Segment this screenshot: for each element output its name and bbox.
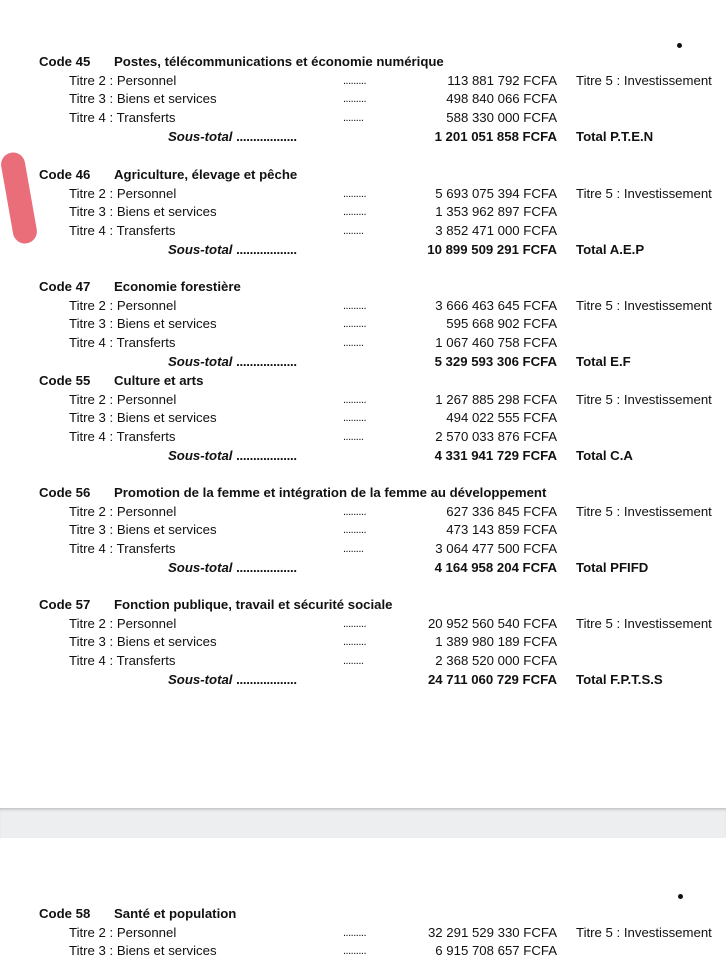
page-break xyxy=(0,808,726,838)
line-item xyxy=(0,222,726,241)
item-label: Titre 2 : Personnel xyxy=(69,503,177,519)
item-amount: 2 570 033 876 FCFA xyxy=(435,429,557,445)
item-label: Titre 3 : Biens et services xyxy=(69,634,217,650)
item-label: Titre 2 : Personnel xyxy=(69,391,177,407)
titre5-label: Titre 5 : Investissement xyxy=(576,72,712,88)
item-label: Titre 4 : Transferts xyxy=(69,541,176,557)
line-item xyxy=(0,185,726,204)
section-header xyxy=(0,166,726,185)
subtotal-row xyxy=(0,128,726,147)
item-amount: 5 693 075 394 FCFA xyxy=(435,185,557,201)
dot-leader: ......... xyxy=(343,206,367,219)
dot-leader: ......... xyxy=(343,393,367,406)
titre5-label: Titre 5 : Investissement xyxy=(576,924,712,940)
subtotal-amount: 4 164 958 204 FCFA xyxy=(434,559,557,575)
code-number: Code 57 xyxy=(39,597,91,612)
code-title: Fonction publique, travail et sécurité sociale xyxy=(114,597,393,612)
budget-section-code-45 xyxy=(0,53,726,146)
subtotal-leader: .................. xyxy=(236,241,297,257)
subtotal-row xyxy=(0,241,726,260)
dot-leader: ........ xyxy=(343,431,364,444)
item-label: Titre 3 : Biens et services xyxy=(69,204,217,220)
dot-leader: ......... xyxy=(343,74,367,87)
line-item xyxy=(0,90,726,109)
item-label: Titre 4 : Transferts xyxy=(69,335,176,351)
subtotal-row xyxy=(0,559,726,578)
total-label: Total P.T.E.N xyxy=(576,128,654,144)
subtotal-amount: 10 899 509 291 FCFA xyxy=(427,241,557,257)
item-amount: 113 881 792 FCFA xyxy=(447,72,557,88)
subtotal-amount: 5 329 593 306 FCFA xyxy=(434,353,557,369)
item-amount: 494 022 555 FCFA xyxy=(446,410,557,426)
dot-leader: ......... xyxy=(343,187,367,200)
code-number: Code 56 xyxy=(39,485,91,500)
subtotal-row xyxy=(0,671,726,690)
item-label: Titre 4 : Transferts xyxy=(69,429,176,445)
item-label: Titre 4 : Transferts xyxy=(69,223,176,239)
subtotal-row xyxy=(0,353,726,372)
code-title: Promotion de la femme et intégration de la femme au développement xyxy=(114,485,547,500)
subtotal-amount: 1 201 051 858 FCFA xyxy=(434,128,557,144)
dot-leader: ........ xyxy=(343,337,364,350)
subtotal-label xyxy=(168,559,297,578)
subtotal-leader: .................. xyxy=(236,559,297,575)
code-title: Economie forestière xyxy=(114,279,241,294)
line-item xyxy=(0,615,726,634)
subtotal-text: Sous-total xyxy=(168,447,233,463)
dot-leader: ......... xyxy=(343,299,367,312)
line-item xyxy=(0,109,726,128)
item-amount: 2 368 520 000 FCFA xyxy=(435,653,557,669)
total-label: Total C.A xyxy=(576,447,633,463)
item-amount: 588 330 000 FCFA xyxy=(446,110,557,126)
subtotal-leader: .................. xyxy=(236,353,297,369)
code-title: Agriculture, élevage et pêche xyxy=(114,167,298,182)
line-item xyxy=(0,72,726,91)
code-title: Santé et population xyxy=(114,906,237,921)
titre5-label: Titre 5 : Investissement xyxy=(576,615,712,631)
subtotal-label xyxy=(168,353,297,372)
item-amount: 1 353 962 897 FCFA xyxy=(435,204,557,220)
section-header xyxy=(0,484,726,503)
dot-leader: ......... xyxy=(343,926,367,939)
total-label: Total E.F xyxy=(576,353,631,369)
item-amount: 1 067 460 758 FCFA xyxy=(435,335,557,351)
item-amount: 20 952 560 540 FCFA xyxy=(427,615,557,631)
dot-leader: ........ xyxy=(343,543,364,556)
dot-leader: ......... xyxy=(343,636,367,649)
titre5-label: Titre 5 : Investissement xyxy=(576,185,712,201)
subtotal-leader: .................. xyxy=(236,447,297,463)
budget-section-code-57 xyxy=(0,596,726,689)
code-number: Code 46 xyxy=(39,167,91,182)
line-item xyxy=(0,409,726,428)
section-header xyxy=(0,53,726,72)
subtotal-text: Sous-total xyxy=(168,671,233,687)
budget-section-code-55 xyxy=(0,372,726,465)
item-amount: 6 915 708 657 FCFA xyxy=(435,943,557,959)
titre5-label: Titre 5 : Investissement xyxy=(576,297,712,313)
subtotal-amount: 4 331 941 729 FCFA xyxy=(434,447,557,463)
section-header xyxy=(0,905,726,924)
item-amount: 3 064 477 500 FCFA xyxy=(435,541,557,557)
subtotal-row xyxy=(0,447,726,466)
subtotal-text: Sous-total xyxy=(168,128,233,144)
subtotal-text: Sous-total xyxy=(168,353,233,369)
subtotal-text: Sous-total xyxy=(168,241,233,257)
subtotal-amount: 24 711 060 729 FCFA xyxy=(427,671,557,687)
subtotal-leader: .................. xyxy=(236,128,297,144)
item-label: Titre 4 : Transferts xyxy=(69,110,176,126)
item-label: Titre 2 : Personnel xyxy=(69,72,177,88)
line-item xyxy=(0,203,726,222)
line-item xyxy=(0,652,726,671)
total-label: Total F.P.T.S.S xyxy=(576,671,663,687)
subtotal-text: Sous-total xyxy=(168,559,233,575)
code-title: Culture et arts xyxy=(114,373,204,388)
dot-leader: ......... xyxy=(343,617,367,630)
dot-leader: ......... xyxy=(343,505,367,518)
code-number: Code 55 xyxy=(39,373,91,388)
page-dot xyxy=(677,43,682,48)
subtotal-label xyxy=(168,671,297,690)
line-item xyxy=(0,297,726,316)
dot-leader: ........ xyxy=(343,225,364,238)
item-label: Titre 3 : Biens et services xyxy=(69,522,217,538)
dot-leader: ......... xyxy=(343,318,367,331)
subtotal-label xyxy=(168,128,297,147)
line-item xyxy=(0,391,726,410)
line-item xyxy=(0,521,726,540)
item-amount: 3 666 463 645 FCFA xyxy=(435,297,557,313)
dot-leader: ......... xyxy=(343,945,367,958)
line-item xyxy=(0,942,726,961)
line-item xyxy=(0,503,726,522)
item-label: Titre 4 : Transferts xyxy=(69,653,176,669)
budget-section-code-58 xyxy=(0,905,726,961)
budget-section-code-46 xyxy=(0,166,726,259)
item-label: Titre 2 : Personnel xyxy=(69,185,177,201)
dot-leader: ........ xyxy=(343,655,364,668)
page-dot xyxy=(678,894,683,899)
subtotal-leader: .................. xyxy=(236,671,297,687)
item-amount: 1 267 885 298 FCFA xyxy=(435,391,557,407)
line-item xyxy=(0,633,726,652)
section-header xyxy=(0,372,726,391)
item-amount: 32 291 529 330 FCFA xyxy=(427,924,557,940)
subtotal-label xyxy=(168,241,297,260)
dot-leader: ........ xyxy=(343,112,364,125)
item-label: Titre 3 : Biens et services xyxy=(69,316,217,332)
item-amount: 1 389 980 189 FCFA xyxy=(435,634,557,650)
subtotal-label xyxy=(168,447,297,466)
item-amount: 595 668 902 FCFA xyxy=(446,316,557,332)
item-amount: 498 840 066 FCFA xyxy=(446,91,557,107)
budget-section-code-56 xyxy=(0,484,726,577)
line-item xyxy=(0,315,726,334)
item-label: Titre 3 : Biens et services xyxy=(69,410,217,426)
total-label: Total PFIFD xyxy=(576,559,649,575)
titre5-label: Titre 5 : Investissement xyxy=(576,503,712,519)
titre5-label: Titre 5 : Investissement xyxy=(576,391,712,407)
line-item xyxy=(0,540,726,559)
dot-leader: ......... xyxy=(343,524,367,537)
total-label: Total A.E.P xyxy=(576,241,645,257)
item-label: Titre 2 : Personnel xyxy=(69,924,177,940)
code-number: Code 47 xyxy=(39,279,91,294)
item-label: Titre 2 : Personnel xyxy=(69,615,177,631)
code-number: Code 45 xyxy=(39,54,91,69)
item-amount: 627 336 845 FCFA xyxy=(446,503,557,519)
line-item xyxy=(0,428,726,447)
section-header xyxy=(0,278,726,297)
budget-section-code-47 xyxy=(0,278,726,371)
item-amount: 473 143 859 FCFA xyxy=(446,522,557,538)
item-amount: 3 852 471 000 FCFA xyxy=(435,223,557,239)
section-header xyxy=(0,596,726,615)
item-label: Titre 3 : Biens et services xyxy=(69,91,217,107)
item-label: Titre 3 : Biens et services xyxy=(69,943,217,959)
dot-leader: ......... xyxy=(343,412,367,425)
dot-leader: ......... xyxy=(343,93,367,106)
code-number: Code 58 xyxy=(39,906,91,921)
code-title: Postes, télécommunications et économie numérique xyxy=(114,54,444,69)
item-label: Titre 2 : Personnel xyxy=(69,297,177,313)
line-item xyxy=(0,924,726,943)
line-item xyxy=(0,334,726,353)
